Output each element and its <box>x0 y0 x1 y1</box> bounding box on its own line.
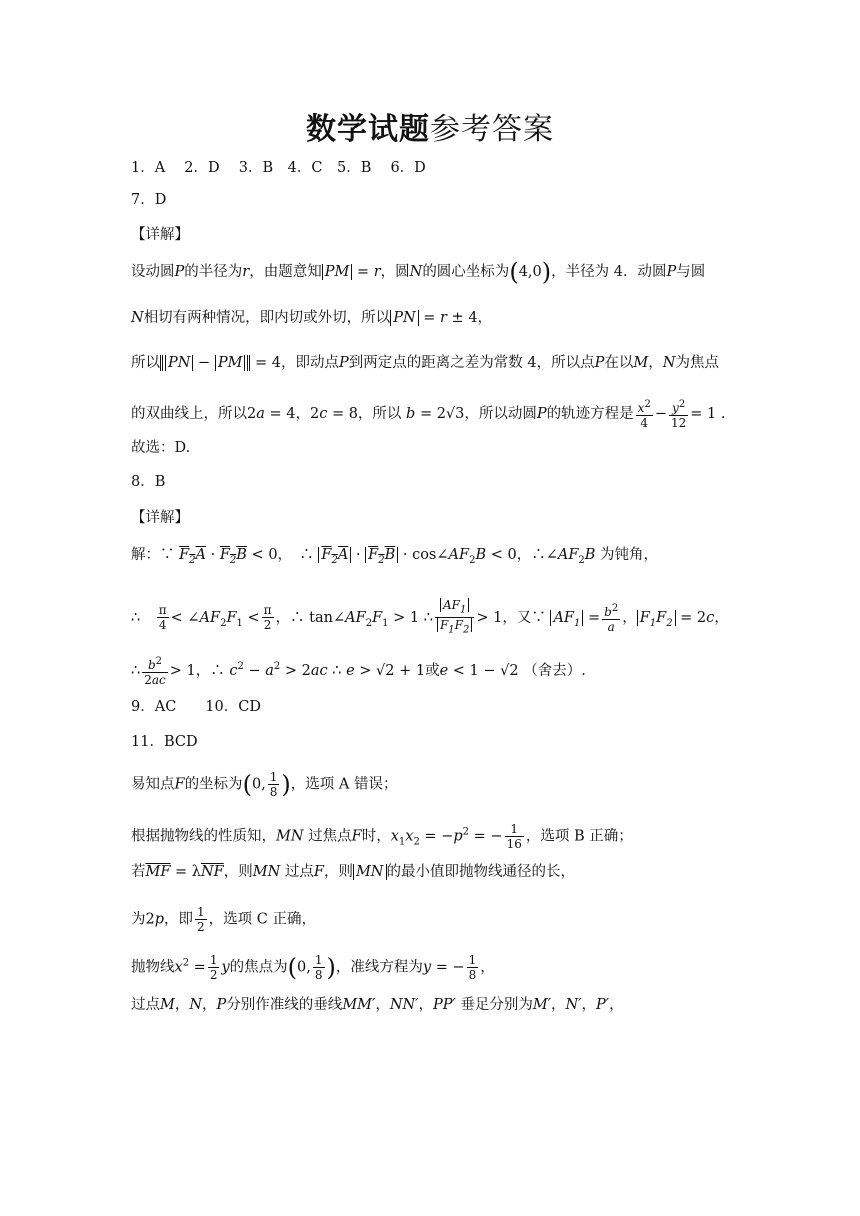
q11-line-3: 若$\overline{MF} = \lambda\overline{NF}$，则MN 过点F，则 MN 的最小值即抛物线通径的长， <box>131 864 575 880</box>
title-main: 数学试题 <box>306 112 430 147</box>
detail-heading-8: 【详解】 <box>131 510 189 526</box>
q8-line-2: ∴ $\frac{\pi}{4}$ < $\angle AF_2F_1$ < $\frac{\pi}{2}$ ，∴ $\tan\angle AF_2F_1 > 1$ ∴ $\frac{AF_1}{F_1F_2}$ > 1，又∵ $AF_1$ = $\frac{b^2}{a}$ ， $F_1F_2 = 2c$， <box>131 598 729 636</box>
title-suffix: 参考答案 <box>430 112 554 147</box>
q7-line-1: 设动圆P的半径为r，由题意知 PM = r，圆N的圆心坐标为(4,0)，半径为 4．动圆P与圆 <box>131 258 706 286</box>
detail-heading-7: 【详解】 <box>131 227 189 243</box>
q11-line-5: 抛物线$x^2$ = $\frac{1}{2}$ y的焦点为(0, $\frac{1}{8}$ )，准线方程为y = − $\frac{1}{8}$ ， <box>131 953 495 982</box>
answer-11: 11．BCD <box>131 734 198 750</box>
q7-line-3: 所以 PN − PM = 4，即动点P到两定点的距离之差为常数 4，所以点P在以M，N为焦点 <box>131 355 719 371</box>
answer-8: 8．B <box>131 474 166 490</box>
q11-line-2: 根据抛物线的性质知，MN 过焦点F时，$x_1x_2 = -p^2$ = − $\frac{1}{16}$ ，选项 B 正确； <box>131 822 633 851</box>
q7-line-2: N相切有两种情况，即内切或外切，所以 PN = r ± 4， <box>131 310 493 326</box>
q7-line-4: 的双曲线上，所以2a = 4，2c = 8，所以 b = 2√3，所以动圆P的轨迹方程是 $\frac{x^2}{4}$ − $\frac{y^2}{12}$ = 1 . <box>131 399 726 430</box>
q8-line-3: ∴ $\frac{b^2}{2ac}$ > 1，∴ $c^2 - a^2 > 2ac$ ∴ e > √2 + 1或e < 1 − √2 （舍去）. <box>131 656 586 687</box>
q11-line-6: 过点M，N，P分别作准线的垂线MM′，NN′，PP′ 垂足分别为M′，N′，P′， <box>131 997 624 1013</box>
answers-9-10: 9．AC 10．CD <box>131 699 261 715</box>
page-title <box>0 104 860 148</box>
answers-1-6: 1．A 2．D 3．B 4．C 5．B 6．D <box>131 160 426 176</box>
q8-line-1: 解：∵ $F_2A \cdot F_2B < 0$， ∴ $F_2A \cdot F_2B$ · $\cos\angle AF_2B < 0$，$\therefore\angle AF_2B$ 为钝角， <box>131 547 659 566</box>
q7-conclusion: 故选：D. <box>131 440 191 456</box>
q11-line-1: 易知点F的坐标为(0, $\frac{1}{8}$ )，选项 A 错误； <box>131 770 398 799</box>
answer-7: 7．D <box>131 192 167 208</box>
q11-line-4: 为2p，即 $\frac{1}{2}$ ，选项 C 正确， <box>131 905 316 934</box>
